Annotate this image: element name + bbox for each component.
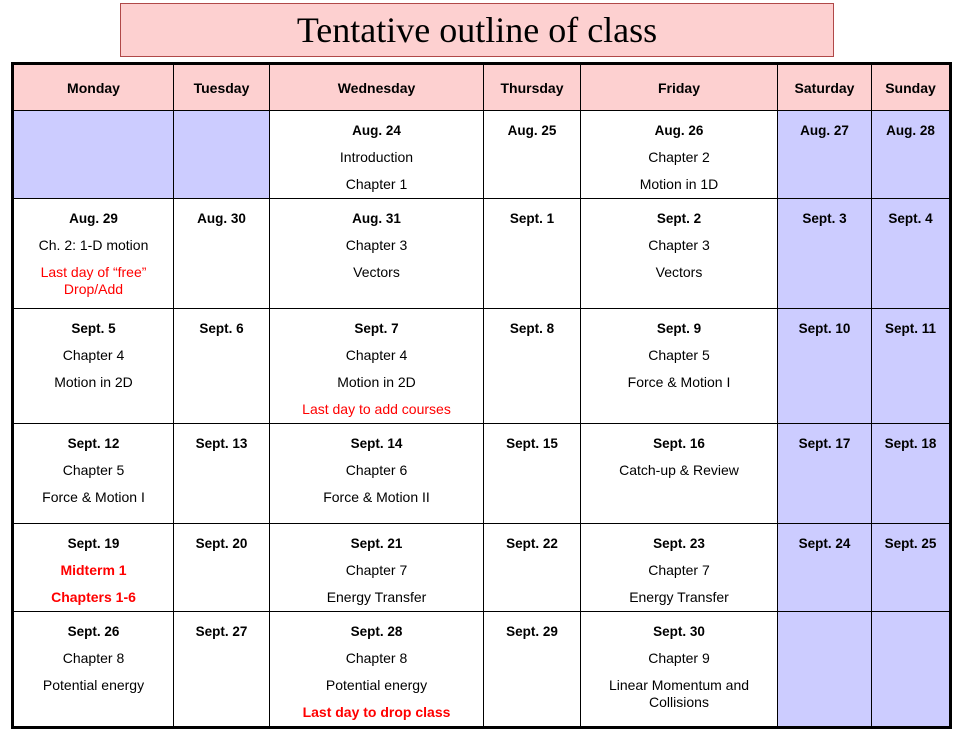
topic-line: Vectors (353, 264, 400, 280)
day-date: Sept. 19 (67, 536, 120, 551)
day-date: Sept. 3 (802, 211, 847, 226)
day-cell (872, 111, 951, 199)
day-date: Aug. 29 (69, 211, 118, 226)
topic-line: Motion in 2D (54, 374, 133, 390)
day-cell (872, 424, 951, 524)
day-date: Sept. 11 (884, 321, 937, 336)
day-date: Sept. 2 (656, 211, 702, 226)
day-date: Aug. 31 (352, 211, 401, 226)
day-cell (270, 309, 484, 424)
day-cell (270, 111, 484, 199)
header-sunday: Sunday (872, 64, 951, 111)
deadline-note: Midterm 1 (60, 562, 127, 578)
day-date: Sept. 12 (67, 436, 120, 451)
day-date: Sept. 28 (350, 624, 403, 639)
day-cell (872, 524, 951, 612)
day-date: Sept. 15 (506, 436, 558, 451)
day-date: Sept. 30 (653, 624, 705, 639)
day-date: Sept. 22 (506, 536, 558, 551)
topic-line: Chapter 4 (62, 347, 125, 363)
day-cell (581, 612, 778, 728)
day-cell (174, 111, 270, 199)
day-cell (13, 309, 174, 424)
page-title: Tentative outline of class (296, 10, 658, 50)
title-banner (120, 3, 834, 57)
day-date: Sept. 10 (798, 321, 851, 336)
day-date: Aug. 25 (507, 123, 557, 138)
day-cell (174, 424, 270, 524)
day-cell (174, 524, 270, 612)
day-date: Sept. 29 (506, 624, 558, 639)
week-row (13, 612, 951, 728)
day-cell (13, 199, 174, 309)
deadline-note: Last day to add courses (302, 401, 451, 417)
day-date: Sept. 4 (888, 211, 933, 226)
deadline-note: Last day of “free” Drop/Add (40, 264, 147, 297)
day-date: Sept. 8 (509, 321, 555, 336)
week-row (13, 111, 951, 199)
day-date: Aug. 26 (654, 123, 704, 138)
header-friday: Friday (581, 64, 778, 111)
topic-line: Chapter 3 (345, 237, 408, 253)
topic-line: Chapter 1 (345, 176, 408, 192)
header-row (13, 64, 951, 111)
day-cell (581, 524, 778, 612)
day-cell (13, 424, 174, 524)
day-cell (174, 612, 270, 728)
day-date: Sept. 13 (195, 436, 248, 451)
day-cell (484, 524, 581, 612)
day-date: Aug. 27 (800, 123, 849, 138)
header-tuesday: Tuesday (174, 64, 270, 111)
day-cell (270, 199, 484, 309)
day-date: Sept. 27 (195, 624, 248, 639)
deadline-note: Last day to drop class (302, 704, 451, 720)
topic-line: Force & Motion I (42, 489, 145, 505)
day-cell (270, 524, 484, 612)
topic-line: Potential energy (42, 677, 145, 693)
day-date: Sept. 24 (798, 536, 851, 551)
topic-line: Motion in 2D (337, 374, 416, 390)
topic-line: Chapter 8 (345, 650, 408, 666)
day-cell (581, 309, 778, 424)
day-cell (778, 612, 872, 728)
day-date: Sept. 9 (656, 321, 702, 336)
day-cell (872, 309, 951, 424)
day-cell (270, 424, 484, 524)
day-date: Sept. 25 (884, 536, 937, 551)
day-cell (778, 424, 872, 524)
topic-line: Ch. 2: 1-D motion (38, 237, 149, 253)
header-wednesday: Wednesday (270, 64, 484, 111)
week-row (13, 309, 951, 424)
header-saturday: Saturday (778, 64, 872, 111)
topic-line: Chapter 3 (648, 237, 710, 253)
day-cell (778, 111, 872, 199)
topic-line: Introduction (339, 149, 414, 165)
day-date: Sept. 7 (354, 321, 399, 336)
topic-line: Motion in 1D (639, 176, 719, 192)
day-cell (872, 612, 951, 728)
day-cell (778, 524, 872, 612)
topic-line: Chapter 5 (648, 347, 710, 363)
topic-line: Chapter 9 (648, 650, 710, 666)
header-thursday: Thursday (484, 64, 581, 111)
day-date: Sept. 6 (199, 321, 244, 336)
day-cell (484, 199, 581, 309)
day-cell (581, 111, 778, 199)
day-date: Sept. 20 (195, 536, 248, 551)
day-cell (484, 309, 581, 424)
day-cell (484, 612, 581, 728)
day-date: Sept. 14 (350, 436, 403, 451)
day-cell (13, 524, 174, 612)
day-cell (13, 111, 174, 199)
deadline-note: Chapters 1-6 (51, 589, 136, 605)
day-cell (270, 612, 484, 728)
topic-line: Force & Motion II (323, 489, 430, 505)
topic-line: Energy Transfer (326, 589, 427, 605)
day-date: Aug. 24 (352, 123, 401, 138)
day-date: Sept. 23 (653, 536, 705, 551)
day-cell (484, 111, 581, 199)
topic-line: Energy Transfer (629, 589, 729, 605)
topic-line: Force & Motion I (627, 374, 731, 390)
week-row (13, 424, 951, 524)
day-cell (174, 309, 270, 424)
topic-line: Chapter 5 (62, 462, 125, 478)
topic-line: Catch-up & Review (619, 462, 739, 478)
topic-line: Chapter 2 (648, 149, 710, 165)
day-date: Aug. 30 (197, 211, 246, 226)
day-cell (484, 424, 581, 524)
schedule-table (11, 62, 952, 729)
day-date: Aug. 28 (886, 123, 935, 138)
header-monday: Monday (13, 64, 174, 111)
day-date: Sept. 16 (653, 436, 705, 451)
topic-line: Vectors (655, 264, 703, 280)
day-cell (581, 424, 778, 524)
schedule-body (13, 111, 951, 728)
topic-line: Chapter 8 (62, 650, 125, 666)
day-date: Sept. 18 (884, 436, 937, 451)
week-row (13, 199, 951, 309)
day-date: Sept. 21 (350, 536, 403, 551)
topic-line: Chapter 7 (648, 562, 710, 578)
topic-line: Chapter 4 (345, 347, 408, 363)
topic-line: Potential energy (325, 677, 428, 693)
day-date: Sept. 26 (67, 624, 120, 639)
week-row (13, 524, 951, 612)
day-cell (174, 199, 270, 309)
day-cell (872, 199, 951, 309)
day-cell (778, 199, 872, 309)
topic-line: Linear Momentum and Collisions (608, 677, 750, 710)
topic-line: Chapter 6 (345, 462, 408, 478)
day-cell (778, 309, 872, 424)
day-date: Sept. 1 (509, 211, 555, 226)
topic-line: Chapter 7 (345, 562, 408, 578)
day-date: Sept. 5 (71, 321, 116, 336)
day-cell (13, 612, 174, 728)
day-cell (581, 199, 778, 309)
day-date: Sept. 17 (798, 436, 851, 451)
